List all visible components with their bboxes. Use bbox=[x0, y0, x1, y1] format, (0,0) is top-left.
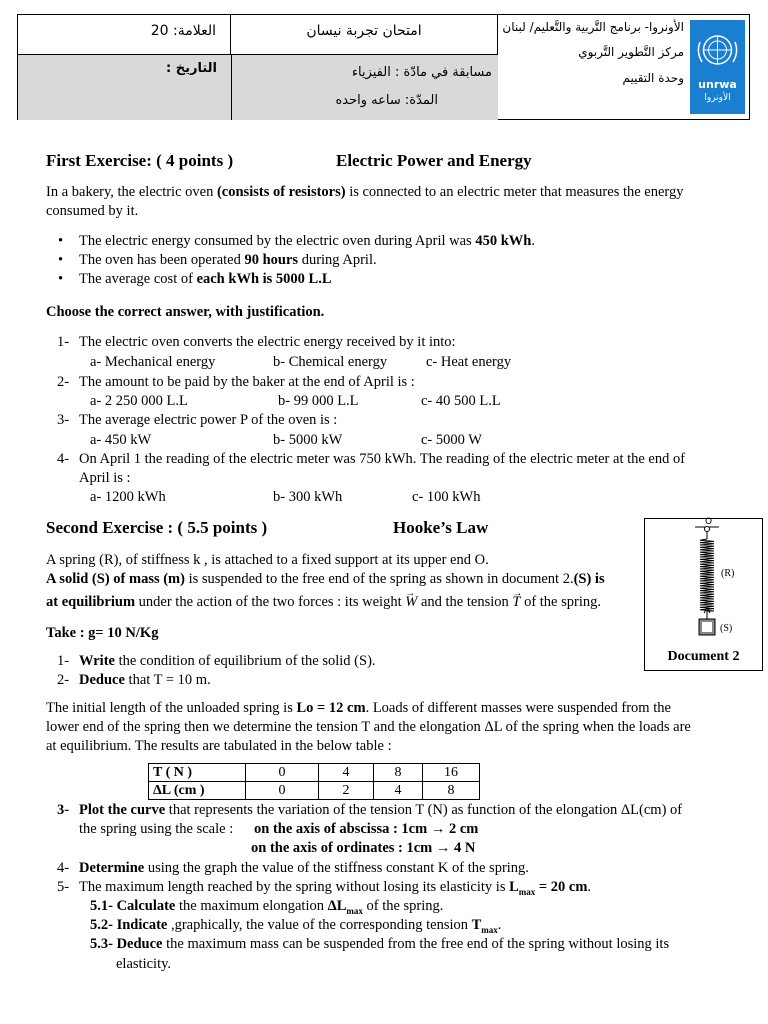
ex1-bullets bbox=[46, 232, 726, 289]
ex2-take: Take : g= 10 N/Kg bbox=[46, 625, 159, 641]
ex2-para2 bbox=[46, 570, 646, 589]
ex2-subtitle: Hooke’s Law bbox=[393, 518, 489, 537]
table-cell: 2 bbox=[319, 782, 374, 800]
i5-d: . bbox=[587, 879, 592, 895]
i5-sub: max bbox=[518, 886, 536, 897]
i5-l: L bbox=[509, 879, 519, 895]
p2-c: (S) is bbox=[573, 571, 605, 587]
grade-text: العلامة: 20 bbox=[150, 23, 216, 39]
spring-diagram bbox=[645, 519, 762, 644]
q1-option-a: a- Mechanical energy bbox=[90, 354, 216, 370]
ex1-instruction: Choose the correct answer, with justification. bbox=[46, 304, 325, 320]
q2-option-b: b- 99 000 L.L bbox=[278, 393, 359, 409]
table-cell: 8 bbox=[423, 782, 480, 800]
i5-a: The maximum length reached by the spring without losing its elasticity is bbox=[79, 879, 510, 895]
i4-verb: Determine bbox=[79, 860, 145, 876]
q1-option-b: b- Chemical energy bbox=[273, 354, 388, 370]
ex2-title: Second Exercise : ( 5.5 points ) bbox=[46, 518, 268, 537]
ex2-para1: A spring (R), of stiffness k , is attached to a fixed support at its upper end O. bbox=[46, 552, 489, 568]
p2-b: is suspended to the free end of the spring as shown in document 2. bbox=[184, 571, 574, 587]
table-cell: 4 bbox=[374, 782, 423, 800]
bullet1-c: . bbox=[531, 233, 535, 249]
s51-verb: 5.1- Calculate bbox=[90, 898, 176, 914]
ex1-intro bbox=[46, 183, 726, 221]
intro-text-c: is connected to an electric meter that measures the energy bbox=[345, 184, 684, 200]
org-line2: مركز التَّطوير التَّربوي bbox=[578, 45, 684, 59]
q4-option-b: b- 300 kWh bbox=[273, 489, 343, 505]
table-cell: 16 bbox=[423, 764, 480, 782]
exam-title: امتحان تجربة نيسان bbox=[306, 23, 422, 39]
s52-sub: max bbox=[481, 924, 498, 935]
i1-text bbox=[79, 652, 376, 671]
row-header-tension: T ( N ) bbox=[149, 764, 246, 782]
info-cell bbox=[18, 55, 498, 120]
table-row bbox=[149, 782, 480, 800]
date-label: التاريخ : bbox=[166, 61, 217, 76]
i5-number: 5- bbox=[57, 879, 70, 895]
s52-end: . bbox=[497, 917, 502, 933]
weight-vector: → W bbox=[405, 593, 417, 612]
i4-rest: using the graph the value of the stiffness constant K of the spring. bbox=[144, 860, 529, 876]
duration-text: المدّة: ساعه واحده bbox=[335, 93, 438, 108]
s53-text bbox=[90, 935, 710, 954]
un-emblem-icon bbox=[690, 20, 745, 78]
s53-verb: 5.3- Deduce bbox=[90, 936, 163, 952]
bullet2-b: 90 hours bbox=[244, 252, 299, 268]
doc-caption: Document 2 bbox=[667, 649, 740, 664]
table-row bbox=[149, 764, 480, 782]
q4-line2: April is : bbox=[79, 470, 131, 486]
bullet-hours bbox=[46, 251, 726, 270]
s52-var: T bbox=[471, 917, 482, 933]
bullet1-a: The electric energy consumed by the electric oven during April was bbox=[79, 233, 476, 249]
q4-option-c: c- 100 kWh bbox=[412, 489, 481, 505]
p4-a: The initial length of the unloaded spring is bbox=[46, 700, 297, 716]
q1-number: 1- bbox=[57, 334, 70, 350]
i5-c: = 20 cm bbox=[535, 879, 588, 895]
p4-c: . Loads of different masses were suspended from the bbox=[365, 700, 671, 716]
s52-rest: ,graphically, the value of the corresponding tension bbox=[167, 917, 472, 933]
org-line3: وحدة التقييم bbox=[622, 71, 684, 85]
p3-d: of the spring. bbox=[520, 594, 601, 610]
p4-line2: lower end of the spring then we determine the tension T and the elongation ΔL of the spring when the loads are bbox=[46, 719, 691, 735]
q2-option-a: a- 2 250 000 L.L bbox=[90, 393, 188, 409]
i2-number: 2- bbox=[57, 672, 70, 688]
q4-text bbox=[79, 450, 739, 488]
i3-verb: Plot the curve bbox=[79, 802, 166, 818]
p3-c: and the tension bbox=[417, 594, 513, 610]
bullet1-b: 450 kWh bbox=[475, 233, 532, 249]
p4-line3: at equilibrium. The results are tabulated in the below table : bbox=[46, 738, 392, 754]
table-cell: 8 bbox=[374, 764, 423, 782]
bullet3-b: each kWh is 5000 L.L bbox=[196, 271, 332, 287]
q3-option-a: a- 450 kW bbox=[90, 432, 152, 448]
s53-line2: elasticity. bbox=[116, 956, 172, 972]
org-cell bbox=[498, 15, 750, 120]
q1-text: The electric oven converts the electric energy received by it into: bbox=[79, 334, 456, 350]
intro-text-b: (consists of resistors) bbox=[216, 184, 346, 200]
i4-text bbox=[79, 859, 529, 878]
s51-end: of the spring. bbox=[362, 898, 444, 914]
table-cell: 4 bbox=[319, 764, 374, 782]
i3-number: 3- bbox=[57, 802, 70, 818]
q4-number: 4- bbox=[57, 451, 70, 467]
ex2-intro bbox=[46, 551, 646, 612]
exam-header bbox=[17, 14, 750, 120]
ex2-para4 bbox=[46, 699, 736, 756]
i1-rest: the condition of equilibrium of the solid (S). bbox=[114, 653, 376, 669]
p3-a: at equilibrium bbox=[46, 594, 136, 610]
q1-option-c: c- Heat energy bbox=[426, 354, 512, 370]
intro-text-a: In a bakery, the electric oven bbox=[46, 184, 217, 200]
intro-text-d: consumed by it. bbox=[46, 203, 139, 219]
info-divider bbox=[231, 55, 232, 120]
i3-rest: that represents the variation of the tension T (N) as function of the elongation ΔL(cm) of bbox=[165, 802, 683, 818]
i3-scale-abscissa: on the axis of abscissa : 1cm → 2 cm bbox=[254, 821, 479, 837]
bullet3-a: The average cost of bbox=[79, 271, 197, 287]
bullet2-c: during April. bbox=[298, 252, 377, 268]
document-2-figure bbox=[644, 518, 763, 671]
i2-verb: Deduce bbox=[79, 672, 125, 688]
q3-option-b: b- 5000 kW bbox=[273, 432, 343, 448]
i1-verb: Write bbox=[79, 653, 115, 669]
i3-scale-label: the spring using the scale : bbox=[79, 821, 234, 837]
i4-number: 4- bbox=[57, 860, 70, 876]
q3-number: 3- bbox=[57, 412, 70, 428]
ex2-para3 bbox=[46, 593, 646, 612]
i3-text bbox=[79, 801, 749, 820]
i1-number: 1- bbox=[57, 653, 70, 669]
tension-vector: → T bbox=[512, 593, 520, 612]
q2-number: 2- bbox=[57, 374, 70, 390]
bullet2-a: The oven has been operated bbox=[79, 252, 245, 268]
table-cell: 0 bbox=[246, 782, 319, 800]
p2-a: A solid (S) of mass (m) bbox=[46, 571, 185, 587]
s51-sub: max bbox=[346, 905, 363, 916]
s51-var: ΔL bbox=[327, 898, 347, 914]
ex1-subtitle: Electric Power and Energy bbox=[336, 151, 532, 170]
ex1-title: First Exercise: ( 4 points ) bbox=[46, 151, 234, 170]
doc-spring-label: (R) bbox=[721, 568, 735, 579]
i2-text bbox=[79, 671, 211, 690]
p3-b: under the action of the two forces : its weight bbox=[135, 594, 406, 610]
q3-option-c: c- 5000 W bbox=[421, 432, 482, 448]
grade-cell bbox=[18, 15, 231, 55]
org-line1: الأونروا- برنامج التَّربية والتَّعليم/ لبنان bbox=[502, 20, 684, 34]
bullet-energy bbox=[46, 232, 726, 251]
bullet-cost bbox=[46, 270, 726, 289]
i2-rest: that T = 10 m. bbox=[124, 672, 211, 688]
logo-text: unrwa bbox=[698, 78, 737, 91]
doc-point-o: O bbox=[705, 517, 713, 527]
q2-option-c: c- 40 500 L.L bbox=[421, 393, 501, 409]
q3-text: The average electric power P of the oven is : bbox=[79, 412, 338, 428]
p4-b: Lo = 12 cm bbox=[296, 700, 366, 716]
unrwa-logo bbox=[690, 20, 745, 114]
s53-rest: the maximum mass can be suspended from the free end of the spring without losing its bbox=[162, 936, 670, 952]
doc-solid-label: (S) bbox=[720, 623, 733, 634]
logo-text-ar: الأونروا bbox=[704, 93, 731, 103]
q2-text: The amount to be paid by the baker at the end of April is : bbox=[79, 374, 415, 390]
s52-verb: 5.2- Indicate bbox=[90, 917, 168, 933]
table-cell: 0 bbox=[246, 764, 319, 782]
results-table bbox=[148, 763, 480, 800]
q4-line1: On April 1 the reading of the electric meter was 750 kWh. The reading of the electric meter at the end of bbox=[79, 451, 686, 467]
subject-text: مسابقة في مادّة : الفيزياء bbox=[351, 65, 492, 80]
q4-option-a: a- 1200 kWh bbox=[90, 489, 166, 505]
s51-rest: the maximum elongation bbox=[175, 898, 328, 914]
i3-scale-ordinates: on the axis of ordinates : 1cm → 4 N bbox=[251, 840, 476, 856]
row-header-elongation: ΔL (cm ) bbox=[149, 782, 246, 800]
exam-title-cell bbox=[231, 15, 498, 55]
